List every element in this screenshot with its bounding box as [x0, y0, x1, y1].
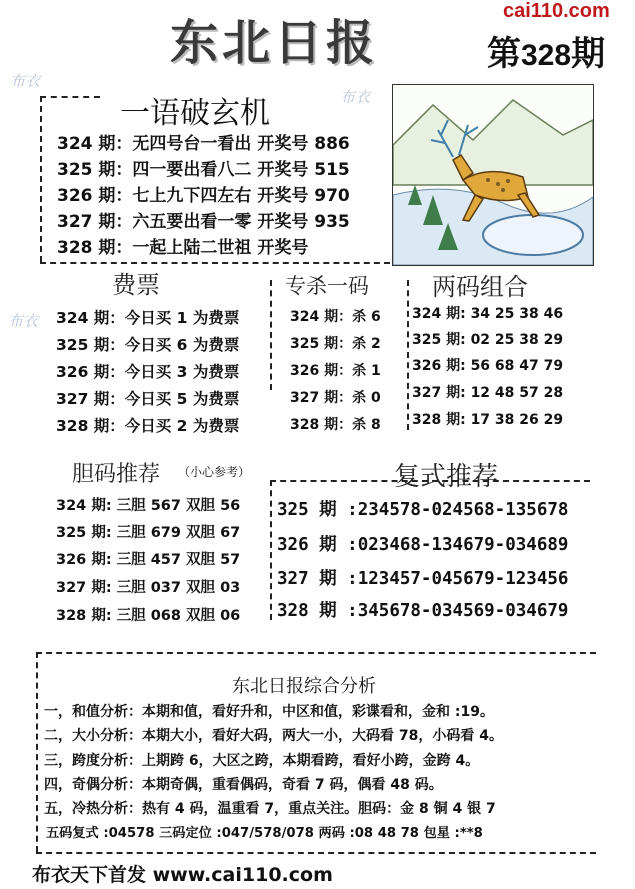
free-ticket-row: 324 期：今日买 1 为费票 — [56, 309, 240, 327]
frame-line — [40, 96, 100, 98]
two-code-title: 两码组合 — [432, 273, 528, 301]
divider — [270, 280, 272, 390]
kill-one-row: 326 期：杀 1 — [290, 363, 381, 379]
issue-suffix: 期 — [571, 34, 606, 74]
dan-code-row: 326 期: 三胆 457 双胆 57 — [56, 552, 241, 568]
analysis-row: 二，大小分析：本期大小，看好大码，两大一小，大码看 78，小码看 4。 — [44, 728, 503, 744]
compound-row: 325 期 :234578-024568-135678 — [277, 500, 569, 520]
divider — [407, 280, 409, 430]
issue-label — [487, 26, 605, 75]
kill-one-row: 325 期：杀 2 — [290, 336, 381, 352]
riddle-row: 324 期：无四号台一看出 开奖号 886 — [57, 134, 350, 154]
riddle-row: 327 期：六五要出看一零 开奖号 935 — [57, 212, 350, 232]
dan-code-row: 324 期: 三胆 567 双胆 56 — [56, 498, 241, 514]
issue-number: 328 — [521, 39, 572, 72]
compound-row: 327 期 :123457-045679-123456 — [277, 569, 569, 589]
deer-illustration — [392, 84, 594, 266]
issue-prefix: 第 — [487, 34, 521, 74]
frame-line — [36, 652, 38, 852]
footer-text[interactable]: 布衣天下首发 www.cai110.com — [32, 864, 333, 886]
kill-one-row: 328 期：杀 8 — [290, 417, 381, 433]
kill-one-row: 327 期：杀 0 — [290, 390, 381, 406]
riddle-row: 328 期：一起上陆二世祖 开奖号 — [57, 238, 309, 258]
dan-code-row: 328 期: 三胆 068 双胆 06 — [56, 608, 241, 624]
riddle-title: 一语破玄机 — [120, 96, 270, 131]
kill-one-row: 324 期：杀 6 — [290, 309, 381, 325]
analysis-row: 一，和值分析：本期和值，看好升和，中区和值，彩谍看和，金和 :19。 — [44, 704, 494, 720]
frame-line — [40, 96, 42, 262]
compound-row: 326 期 :023468-134679-034689 — [277, 535, 569, 555]
two-code-row: 327 期: 12 48 57 28 — [412, 385, 564, 401]
compound-title: 复式推荐 — [394, 462, 499, 492]
two-code-row: 324 期: 34 25 38 46 — [412, 306, 564, 322]
free-ticket-row: 325 期：今日买 6 为费票 — [56, 336, 240, 354]
analysis-row: 四，奇偶分析：本期奇偶，重看偶码，奇看 7 码，偶看 48 码。 — [44, 777, 443, 793]
riddle-row: 326 期：七上九下四左右 开奖号 970 — [57, 186, 350, 206]
compound-row: 328 期 :345678-034569-034679 — [277, 601, 569, 621]
masthead-title: 东北日报 — [170, 15, 379, 71]
site-link[interactable]: cai110.com — [503, 0, 610, 22]
frame-line — [36, 852, 596, 854]
free-ticket-row: 326 期：今日买 3 为费票 — [56, 363, 240, 381]
watermark-text: 布衣 — [10, 72, 41, 90]
analysis-row: 三，跨度分析：上期跨 6，大区之跨，本期看跨，看好小跨，金跨 4。 — [44, 753, 480, 769]
analysis-row: 五码复式 :04578 三码定位 :047/578/078 两码 :08 48 78 包星 :**8 — [46, 826, 483, 841]
watermark-text: 布衣 — [8, 312, 39, 330]
two-code-row: 326 期: 56 68 47 79 — [412, 358, 564, 374]
free-ticket-row: 327 期：今日买 5 为费票 — [56, 390, 240, 408]
two-code-row: 328 期: 17 38 26 29 — [412, 412, 564, 428]
free-ticket-row: 328 期：今日买 2 为费票 — [56, 417, 240, 435]
frame-line — [36, 652, 596, 654]
frame-line — [40, 262, 390, 264]
analysis-title: 东北日报综合分析 — [232, 676, 376, 697]
two-code-row: 325 期: 02 25 38 29 — [412, 332, 564, 348]
dan-code-row: 327 期: 三胆 037 双胆 03 — [56, 580, 241, 596]
dan-code-title: 胆码推荐 — [72, 462, 161, 487]
riddle-row: 325 期：四一要出看八二 开奖号 515 — [57, 160, 350, 180]
kill-one-title: 专杀一码 — [285, 274, 369, 298]
dan-code-row: 325 期: 三胆 679 双胆 67 — [56, 525, 241, 541]
free-ticket-title: 费票 — [112, 271, 160, 299]
analysis-row: 五，冷热分析：热有 4 码，温重看 7，重点关注。胆码：金 8 铜 4 银 7 — [44, 801, 496, 817]
watermark-text: 布衣 — [340, 88, 371, 106]
dan-code-note: （小心参考） — [178, 465, 251, 479]
frame-line — [270, 480, 272, 620]
